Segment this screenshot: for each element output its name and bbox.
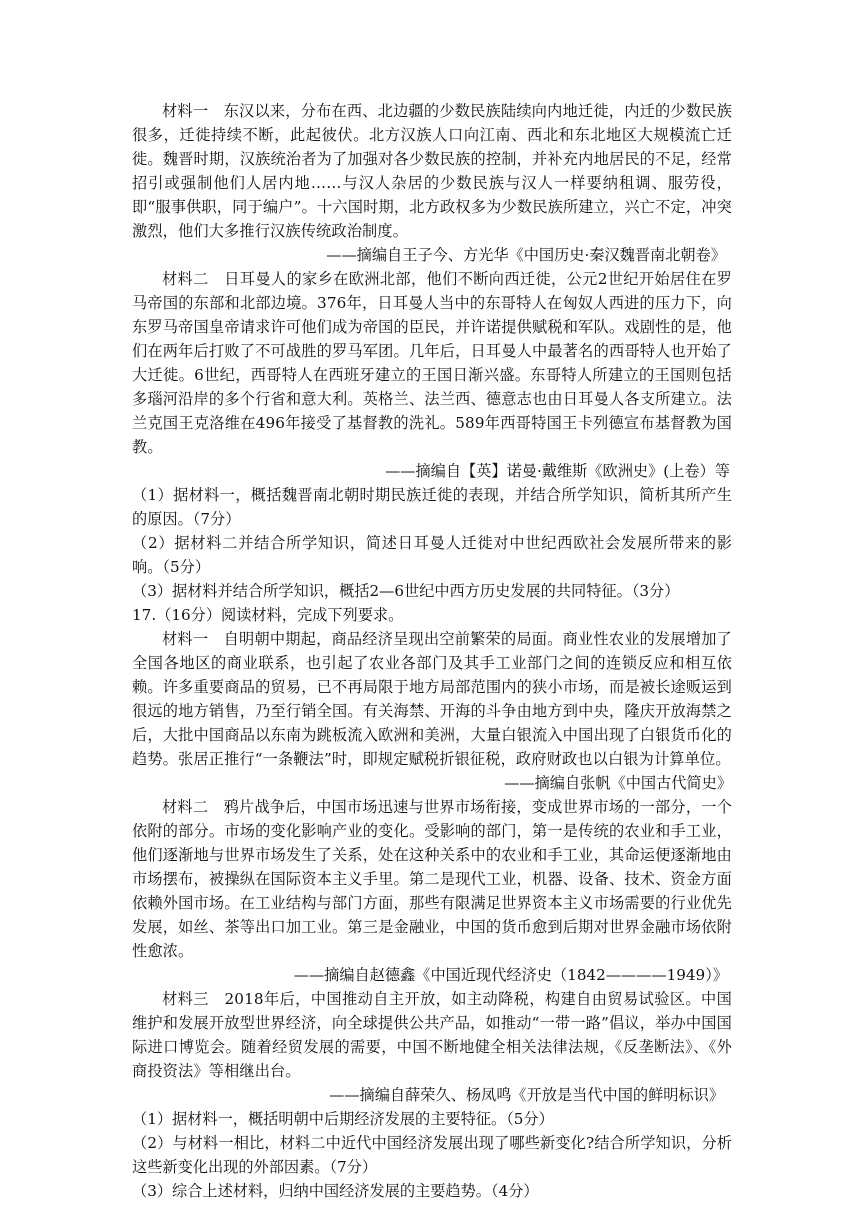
page-content: [132, 99, 732, 1203]
question-17-2: （2）与材料一相比，材料二中近代中国经济发展出现了哪些新变化?结合所学知识，分析这些新变化出现的外部因素。（7分）: [132, 1134, 732, 1176]
question-17-3: （3）综合上述材料，归纳中国经济发展的主要趋势。（4分）: [132, 1182, 539, 1200]
question-16-2: （2）据材料二并结合所学知识，简述日耳曼人迁徙对中世纪西欧社会发展所带来的影响。（5分）: [132, 534, 732, 576]
material-2-paragraph: 材料二 日耳曼人的家乡在欧洲北部，他们不断向西迁徙，公元2世纪开始居住在罗马帝国的东部和北部边境。376年，日耳曼人当中的东哥特人在匈奴人西进的压力下，向东罗马帝国皇帝请求许可他们成为帝国的臣民，并许诺提供赋税和军队。戏剧性的是，他们在两年后打败了不可战胜的罗马军团。几年后，日耳曼人中最著名的西哥特人也开始了大迁徙。6世纪，西哥特人在西班牙建立的王国日渐兴盛。东哥特人所建立的王国则包括多瑙河沿岸的多个行省和意大利。英格兰、法兰西、德意志也由日耳曼人各支所建立。法兰克国王克洛维在496年接受了基督教的洗礼。589年西哥特国王卡列德宣布基督教为国教。: [132, 270, 732, 456]
q17-material-1-paragraph: 材料一 自明朝中期起，商品经济呈现出空前繁荣的局面。商业性农业的发展增加了全国各地区的商业联系，也引起了农业各部门及其手工业部门之间的连锁反应和相互依赖。许多重要商品的贸易，已不再局限于地方局部范围内的狭小市场，而是被长途贩运到很远的地方销售，乃至行销全国。有关海禁、开海的斗争由地方到中央，隆庆开放海禁之后，大批中国商品以东南为跳板流入欧洲和美洲，大量白银流入中国出现了白银货币化的趋势。张居正推行“一条鞭法”时，即规定赋税折银征税，政府财政也以白银为计算单位。: [132, 630, 732, 768]
question-16-3: （3）据材料并结合所学知识，概括2—6世纪中西方历史发展的共同特征。（3分）: [132, 582, 680, 600]
material-1-paragraph: 材料一 东汉以来，分布在西、北边疆的少数民族陆续向内地迁徙，内迁的少数民族很多，迁徙持续不断，此起彼伏。北方汉族人口向江南、西北和东北地区大规模流亡迁徙。魏晋时期，汉族统治者为了加强对各少数民族的控制，并补充内地居民的不足，经常招引或强制他们人居内地……与汉人杂居的少数民族与汉人一样要纳租调、服劳役，即“服事供职，同于编户”。十六国时期，北方政权多为少数民族所建立，兴亡不定，冲突激烈，他们大多推行汉族传统政治制度。: [132, 102, 732, 240]
question-16-1: （1）据材料一，概括魏晋南北朝时期民族迁徙的表现，并结合所学知识，简析其所产生的原因。（7分）: [132, 486, 732, 528]
q17-material-3-source: ——摘编自薛荣久、杨凤鸣《开放是当代中国的鲜明标识》: [329, 1086, 724, 1104]
question-17-1: （1）据材料一，概括明朝中后期经济发展的主要特征。（5分）: [132, 1110, 554, 1128]
q17-material-3-paragraph: 材料三 2018年后，中国推动自主开放，如主动降税，构建自由贸易试验区。中国维护和发展开放型世界经济，向全球提供公共产品，如推动“一带一路”倡议，举办中国国际进口博览会。随着经贸发展的需要，中国不断地健全相关法律法规，《反垄断法》、《外商投资法》等相继出台。: [132, 990, 732, 1080]
material-1-source: ——摘编自王子今、方光华《中国历史·秦汉魏晋南北朝卷》: [326, 246, 726, 264]
q17-material-1-source: ——摘编自张帆《中国古代简史》: [504, 774, 732, 792]
material-2-source: ——摘编自【英】诺曼·戴维斯《欧洲史》(上卷）等: [385, 462, 730, 480]
q17-material-2-paragraph: 材料二 鸦片战争后，中国市场迅速与世界市场衔接，变成世界市场的一部分，一个依附的部分。市场的变化影响产业的变化。受影响的部门，第一是传统的农业和手工业，他们逐渐地与世界市场发生了关系，处在这种关系中的农业和手工业，其命运便逐渐地由市场摆布，被操纵在国际资本主义手里。第二是现代工业，机器、设备、技术、资金方面依赖外国市场。在工业结构与部门方面，那些有限满足世界资本主义市场需要的行业优先发展，如丝、茶等出口加工业。第三是金融业，中国的货币愈到后期对世界金融市场依附性愈浓。: [132, 798, 732, 960]
q17-material-2-source: ——摘编自赵德鑫《中国近现代经济史（1842————1949）》: [293, 966, 728, 984]
question-17-heading: 17.（16分）阅读材料，完成下列要求。: [132, 606, 404, 624]
